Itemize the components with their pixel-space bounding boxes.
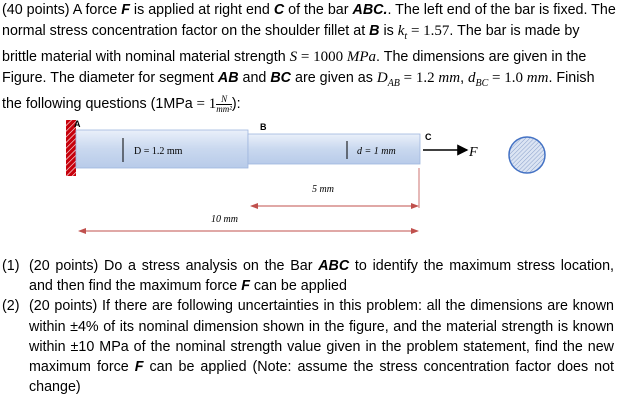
force-symbol: F	[134, 359, 144, 376]
unit-eq: = 1	[192, 96, 217, 113]
text: . Finish the following questions (	[2, 69, 595, 113]
kt-symbol: k	[397, 22, 405, 39]
label-force: F	[469, 145, 478, 160]
text: are given as	[291, 69, 377, 86]
bar-name: ABC	[318, 258, 350, 274]
question-2	[2, 296, 614, 397]
question-text: can be applied	[249, 278, 347, 295]
unit-lhs: 1MPa	[155, 96, 193, 113]
question-text: (20 points) If there are following uncertainties in this problem: all the dimensions are known within ±4% of its nominal dimension shown in the figure, and the material strength is known within ±10 MPa of the nominal strength value given in the problem statement, find the new maximum force	[29, 298, 614, 376]
label-c: C	[425, 132, 432, 142]
question-1	[2, 256, 614, 296]
bar-name: ABC.	[352, 2, 388, 18]
segment-bc: BC	[270, 69, 292, 86]
fraction-numerator: N	[216, 95, 232, 105]
question-text: to identify the maximum stress location, and then find the maximum force	[29, 258, 615, 295]
dab-subscript: AB	[387, 77, 400, 89]
problem-statement: (40 points) A force F is applied at right end C of the bar ABC.. The left end of the bar is fixed. The normal stress concentration factor on the shoulder fillet at B is $k_t = 1.57$. The bar is made by brittle material with nominal material strength S = 1000 MPa. The dimensions are given in the Figure. The diameter for segment AB and BC are given as $D_{AB} = 1.2$ mm, $d_{BC} = 1.0$ mm. Finish the following questions (1MPa = 1 $\frac{N}{\text{mm²}}$ ):	[2, 2, 616, 114]
point-b: B	[369, 22, 380, 39]
text: is applied at right end	[129, 2, 274, 18]
dab-unit: mm	[438, 69, 461, 86]
dbc-unit: mm	[526, 69, 549, 86]
segment-ab: AB	[217, 69, 239, 86]
text: (40 points) A force	[2, 2, 122, 18]
unit-fraction	[216, 95, 232, 114]
bar-figure	[0, 112, 618, 252]
force-symbol: F	[241, 278, 250, 295]
cross-section	[509, 137, 545, 173]
label-diameter-ab: D = 1.2 mm	[134, 146, 183, 157]
text: . The bar is made by brittle material with nominal material strength	[2, 22, 580, 66]
kt-value: = 1.57	[407, 22, 450, 39]
text: ):	[231, 96, 241, 113]
kt-subscript: t	[404, 30, 408, 42]
point-c: C	[273, 2, 285, 18]
question-text: can be applied (Note: assume the stress concentration factor does not change)	[29, 359, 614, 396]
text: of the bar	[284, 2, 353, 18]
label-diameter-bc: d = 1 mm	[357, 146, 396, 157]
text: . The dimensions are given in the Figure. The diameter for segment	[2, 49, 587, 86]
force-symbol: F	[121, 2, 130, 18]
dbc-symbol: d	[468, 69, 476, 86]
question-number: (1)	[2, 258, 20, 274]
text: and	[238, 69, 271, 86]
question-text: (20 points) Do a stress analysis on the Bar	[29, 258, 319, 274]
text: . The left end of the bar is fixed. The normal stress concentration factor on the shoulder fillet at	[2, 2, 616, 39]
strength-unit: MPa	[346, 49, 377, 66]
strength-value: = 1000	[297, 49, 347, 66]
label-a: A	[74, 119, 81, 129]
label-b: B	[260, 122, 267, 132]
fraction-denominator: mm²	[216, 103, 232, 114]
text: is	[379, 22, 398, 39]
dbc-subscript: BC	[475, 77, 489, 89]
label-10mm: 10 mm	[211, 214, 238, 225]
dab-symbol: D	[376, 69, 388, 86]
question-list	[2, 256, 614, 397]
dab-value: = 1.2	[399, 69, 439, 86]
strength-symbol: S	[289, 49, 298, 66]
dbc-value: = 1.0	[488, 69, 527, 86]
question-number: (2)	[2, 298, 20, 315]
label-5mm: 5 mm	[312, 184, 334, 195]
